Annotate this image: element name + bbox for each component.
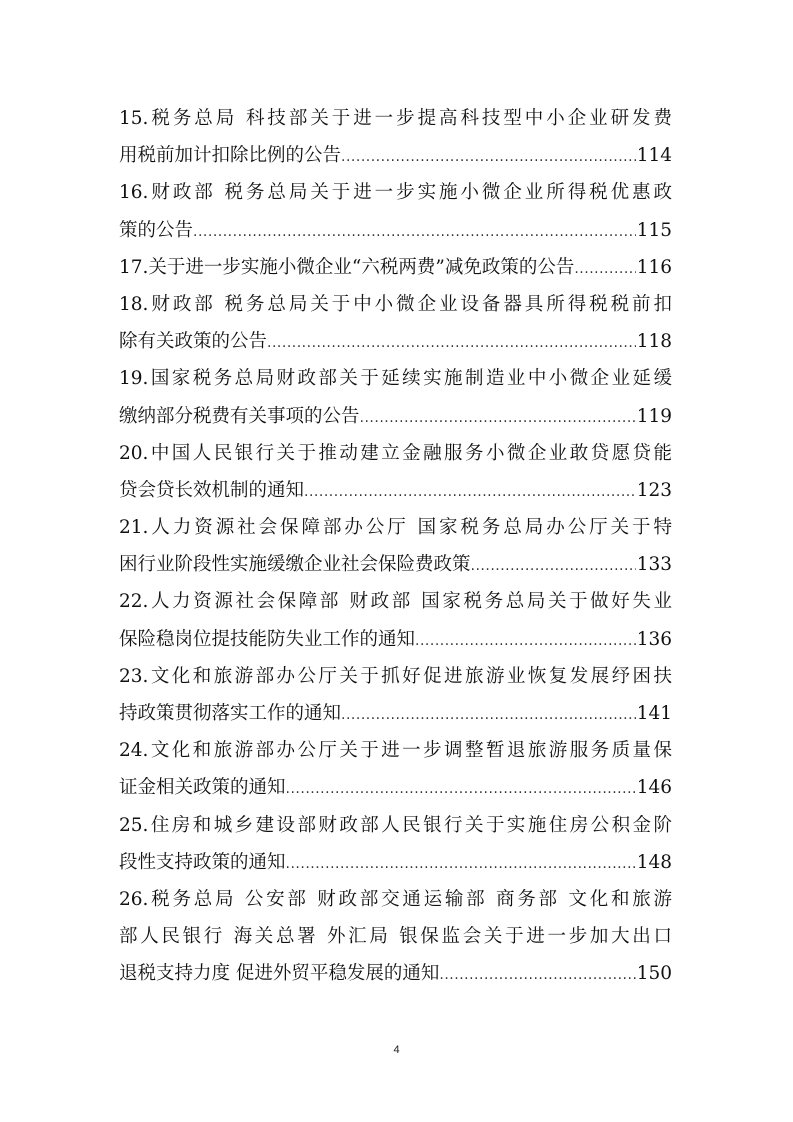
dot-leader xyxy=(471,548,636,585)
toc-entry-title-line: 21.人力资源社会保障部办公厅 国家税务总局办公厅关于特 xyxy=(119,517,672,539)
toc-entry-title-line: 24.文化和旅游部办公厅关于进一步调整暂退旅游服务质量保 xyxy=(119,740,672,762)
toc-entry-final-line xyxy=(119,398,672,435)
page-number: 4 xyxy=(393,1044,400,1056)
toc-entry-title-line: 17.关于进一步实施小微企业“六税两费”减免政策的公告 xyxy=(119,256,575,278)
toc-entry-final-line xyxy=(119,769,672,806)
toc-entry[interactable] xyxy=(119,100,672,174)
toc-entry-title-line: 段性支持政策的通知 xyxy=(119,851,286,873)
dot-leader xyxy=(304,474,636,511)
toc-entry-title-line: 部人民银行 海关总署 外汇局 银保监会关于进一步加大出口 xyxy=(119,926,672,948)
dot-leader xyxy=(193,214,636,251)
dot-leader xyxy=(415,623,636,660)
toc-page-number: 133 xyxy=(636,554,672,576)
dot-leader xyxy=(286,771,636,808)
toc-entry-title-line: 16.财政部 税务总局关于进一步实施小微企业所得税优惠政 xyxy=(119,182,672,204)
toc-entry[interactable] xyxy=(119,509,672,583)
toc-page-number: 115 xyxy=(636,219,672,241)
toc-page-number: 118 xyxy=(636,331,672,353)
toc-entry-title-line: 26.税务总局 公安部 财政部交通运输部 商务部 文化和旅游 xyxy=(119,888,672,910)
toc-entry-final-line xyxy=(119,844,672,881)
dot-leader xyxy=(267,325,636,362)
toc-entry[interactable] xyxy=(119,658,672,732)
toc-entry-title-line: 证金相关政策的通知 xyxy=(119,777,286,799)
toc-entry-title-line: 25.住房和城乡建设部财政部人民银行关于实施住房公积金阶 xyxy=(119,814,672,836)
toc-entry-title-line: 除有关政策的公告 xyxy=(119,331,268,353)
toc-entry-title-line: 15.税务总局 科技部关于进一步提高科技型中小企业研发费 xyxy=(119,108,672,129)
dot-leader xyxy=(341,139,636,176)
toc-entry-title-line: 贷会贷长效机制的通知 xyxy=(119,479,305,501)
toc-page-number: 123 xyxy=(636,479,672,501)
toc-page-number: 141 xyxy=(636,703,672,724)
toc-entry-title-line: 19.国家税务总局财政部关于延续实施制造业中小微企业延缓 xyxy=(119,368,672,390)
toc-page-number: 150 xyxy=(636,963,672,985)
toc-entry-final-line xyxy=(119,137,672,174)
toc-entry-final-line xyxy=(119,621,672,658)
toc-page-number: 148 xyxy=(636,851,672,873)
toc-entry[interactable] xyxy=(119,249,672,286)
toc-entry-final-line xyxy=(119,955,672,992)
dot-leader xyxy=(360,400,636,437)
dot-leader xyxy=(286,846,636,883)
toc-entry-title-line: 23.文化和旅游部办公厅关于抓好促进旅游业恢复发展纾困扶 xyxy=(119,665,672,687)
dot-leader xyxy=(574,251,635,288)
toc-entry-final-line xyxy=(119,472,672,509)
table-of-contents xyxy=(119,100,672,993)
toc-entry-final-line xyxy=(119,695,672,732)
toc-entry[interactable] xyxy=(119,732,672,806)
toc-entry-final-line xyxy=(119,212,672,249)
toc-entry[interactable] xyxy=(119,286,672,360)
toc-entry-title-line: 18.财政部 税务总局关于中小微企业设备器具所得税税前扣 xyxy=(119,293,672,315)
toc-entry-title-line: 困行业阶段性实施缓缴企业社会保险费政策 xyxy=(119,554,471,576)
toc-entry-title-line: 20.中国人民银行关于推动建立金融服务小微企业敢贷愿贷能 xyxy=(119,442,672,464)
dot-leader xyxy=(341,697,636,734)
toc-page-number: 119 xyxy=(636,405,672,427)
toc-page-number: 136 xyxy=(636,628,672,650)
toc-entry[interactable] xyxy=(119,807,672,881)
toc-entry-final-line xyxy=(119,546,672,583)
toc-entry[interactable] xyxy=(119,174,672,248)
toc-entry-title-line: 保险稳岗位提技能防失业工作的通知 xyxy=(119,628,416,650)
toc-entry-final-line xyxy=(119,249,672,286)
toc-entry-title-line: 策的公告 xyxy=(119,219,194,241)
toc-page-number: 116 xyxy=(636,256,672,278)
toc-page-number: 114 xyxy=(636,145,672,167)
toc-entry[interactable] xyxy=(119,360,672,434)
toc-page-number: 146 xyxy=(636,777,672,799)
toc-entry[interactable] xyxy=(119,881,672,993)
toc-entry-title-line: 22.人力资源社会保障部 财政部 国家税务总局关于做好失业 xyxy=(119,591,672,613)
toc-entry-final-line xyxy=(119,323,672,360)
toc-entry[interactable] xyxy=(119,435,672,509)
toc-entry[interactable] xyxy=(119,583,672,657)
toc-entry-title-line: 缴纳部分税费有关事项的公告 xyxy=(119,405,360,427)
toc-entry-title-line: 退税支持力度 促进外贸平稳发展的通知 xyxy=(119,963,440,985)
dot-leader xyxy=(439,957,635,994)
toc-entry-title-line: 用税前加计扣除比例的公告 xyxy=(119,145,342,167)
toc-entry-title-line: 持政策贯彻落实工作的通知 xyxy=(119,703,342,724)
